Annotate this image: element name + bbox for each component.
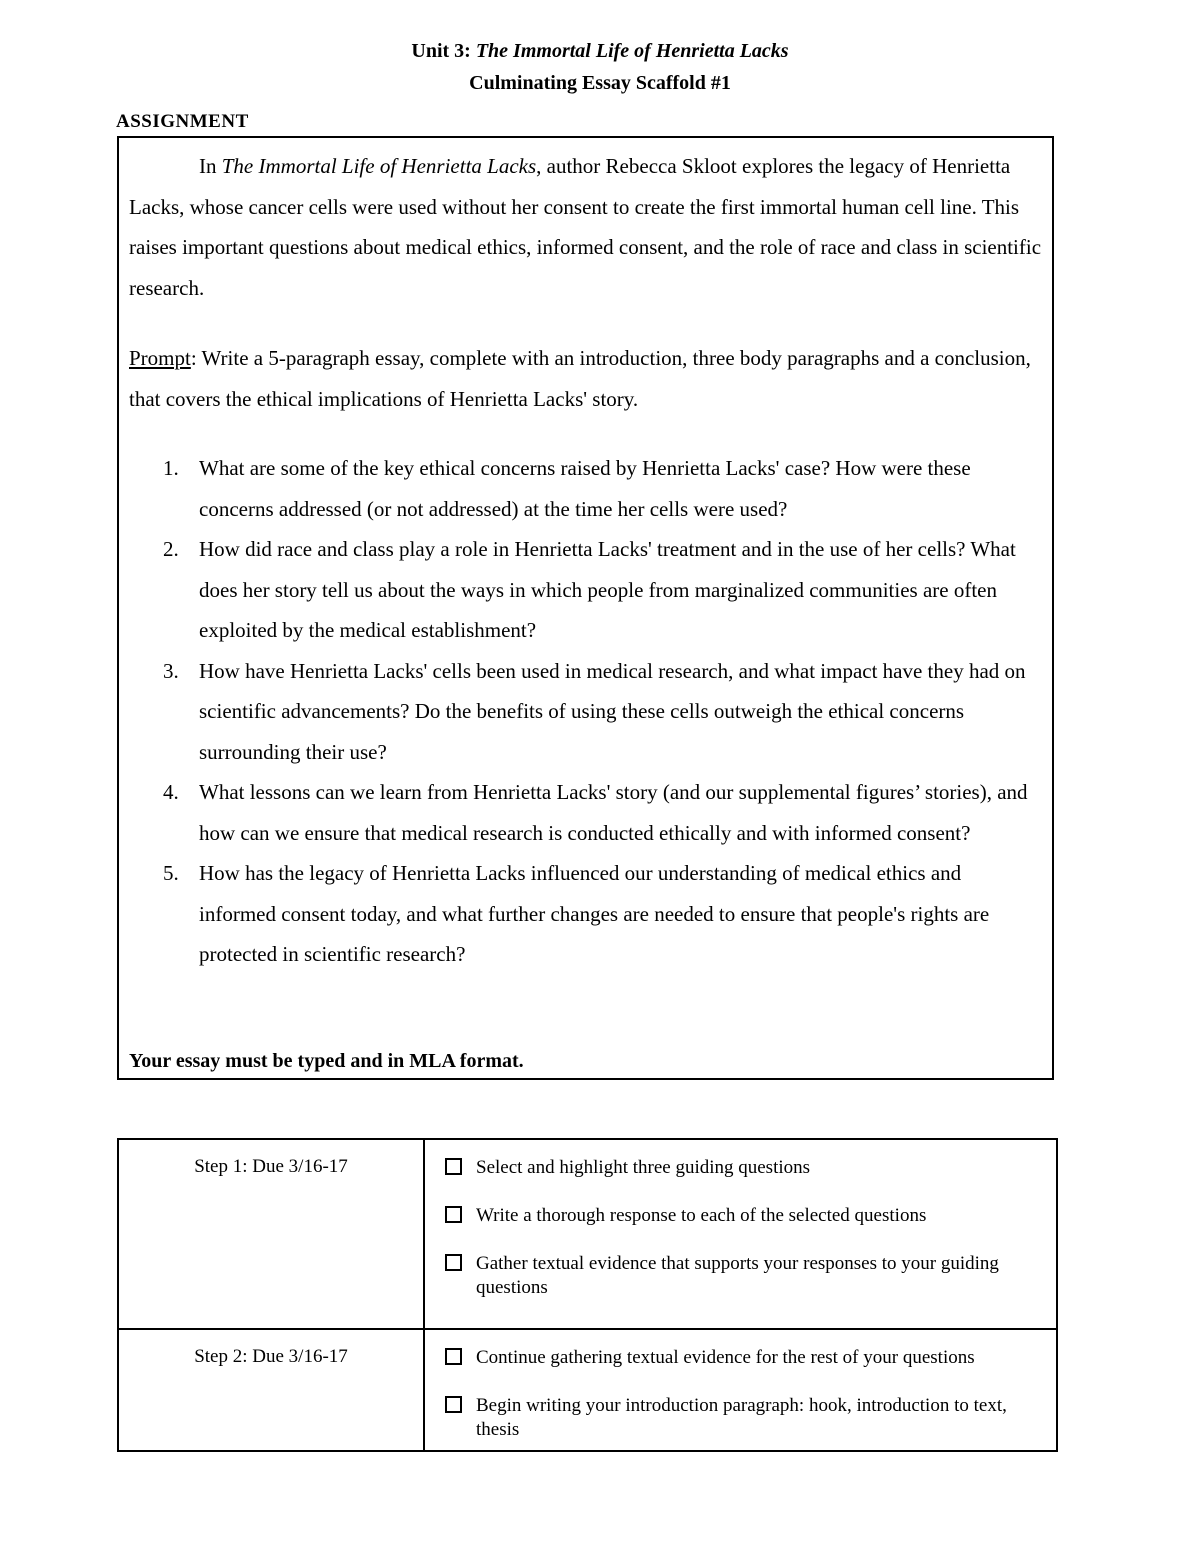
step-tasks [424, 1139, 1057, 1329]
intro-text: , author Rebecca Skloot explores the legacy of Henrietta Lacks, whose cancer cells were used without her consent to create the first immortal human cell line. This raises important questions about medical ethics, informed consent, and the role of race and class in scientific research. [129, 154, 1042, 300]
task-item [445, 1252, 1046, 1300]
intro-book-title: The Immortal Life of Henrietta Lacks [221, 154, 537, 178]
intro-prefix: In [199, 154, 222, 178]
prompt-text: : Write a 5-paragraph essay, complete with an introduction, three body paragraphs and a conclusion, that covers the ethical implications of Henrietta Lacks' story. [129, 346, 1031, 411]
checkbox[interactable] [445, 1206, 462, 1223]
task-text: Select and highlight three guiding questions [476, 1157, 811, 1178]
guiding-questions-list [129, 448, 1042, 975]
task-text: Continue gathering textual evidence for the rest of your questions [476, 1347, 975, 1368]
unit-prefix: Unit 3: [411, 40, 476, 62]
question-number: 4. [163, 780, 179, 804]
checkbox[interactable] [445, 1396, 462, 1413]
question-text: What lessons can we learn from Henrietta Lacks' story (and our supplemental figures’ stories), and how can we ensure that medical research is conducted ethically and with informed consent? [199, 780, 1028, 845]
assignment-box [117, 136, 1054, 1080]
question-number: 1. [163, 456, 179, 480]
intro-paragraph [129, 146, 1042, 308]
step-row [118, 1329, 1057, 1451]
question-text: What are some of the key ethical concerns raised by Henrietta Lacks' case? How were these concerns addressed (or not addressed) at the time her cells were used? [199, 456, 971, 521]
task-text: Begin writing your introduction paragraph: hook, introduction to text, thesis [476, 1395, 1007, 1440]
task-text: Write a thorough response to each of the selected questions [476, 1205, 927, 1226]
checkbox[interactable] [445, 1348, 462, 1365]
question-item [129, 448, 1042, 529]
scaffold-subtitle: Culminating Essay Scaffold #1 [469, 72, 731, 94]
question-item [129, 529, 1042, 651]
checkbox[interactable] [445, 1254, 462, 1271]
mla-format-note: Your essay must be typed and in MLA format. [129, 1050, 524, 1072]
unit-title [0, 40, 1200, 63]
checkbox[interactable] [445, 1158, 462, 1175]
step-label: Step 1: Due 3/16-17 [118, 1139, 424, 1329]
question-item [129, 772, 1042, 853]
question-text: How has the legacy of Henrietta Lacks influenced our understanding of medical ethics and informed consent today, and what further changes are needed to ensure that people's rights are protected in scientific research? [199, 861, 990, 966]
question-text: How have Henrietta Lacks' cells been used in medical research, and what impact have they had on scientific advancements? Do the benefits of using these cells outweigh the ethical concerns surrounding their use? [199, 658, 1026, 764]
task-item [445, 1346, 1046, 1370]
question-number: 2. [163, 537, 179, 561]
question-number: 3. [163, 658, 179, 683]
question-number: 5. [163, 861, 179, 885]
prompt-paragraph [129, 338, 1042, 419]
step-row [118, 1139, 1057, 1329]
step-label: Step 2: Due 3/16-17 [118, 1329, 424, 1451]
task-item [445, 1156, 1046, 1180]
step-tasks [424, 1329, 1057, 1451]
question-item [129, 853, 1042, 975]
task-text: Gather textual evidence that supports your responses to your guiding questions [476, 1253, 999, 1298]
task-item [445, 1394, 1046, 1442]
question-item [129, 651, 1042, 773]
question-text: How did race and class play a role in Henrietta Lacks' treatment and in the use of her cells? What does her story tell us about the ways in which people from marginalized communities are often exploited by the medical establishment? [199, 537, 1016, 642]
task-item [445, 1204, 1046, 1228]
prompt-label: Prompt [129, 346, 191, 370]
steps-table [117, 1138, 1058, 1452]
assignment-label: ASSIGNMENT [116, 111, 249, 132]
book-title: The Immortal Life of Henrietta Lacks [475, 40, 789, 62]
